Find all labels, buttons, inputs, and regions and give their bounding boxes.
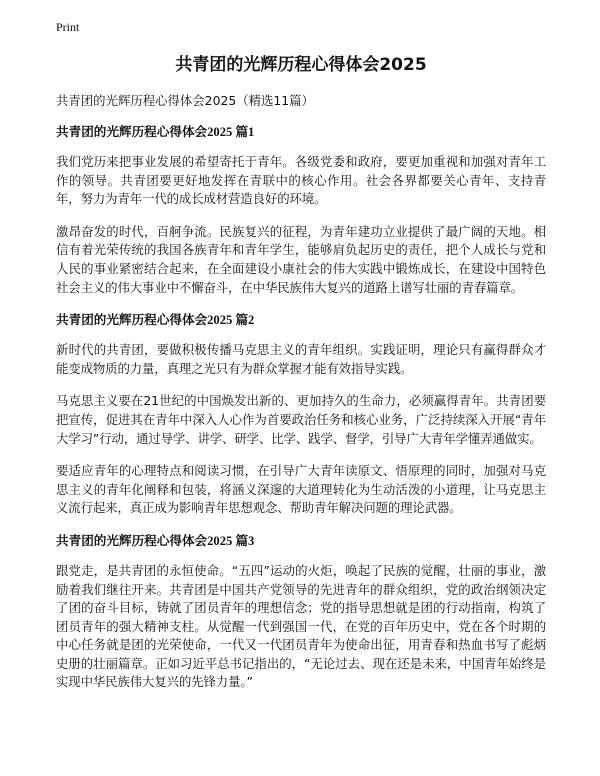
section-heading: 共青团的光辉历程心得体会2025 篇2: [56, 313, 255, 328]
section-heading: 共青团的光辉历程心得体会2025 篇1: [56, 125, 255, 139]
paragraph: 激昂奋发的时代，百舸争流。民族复兴的征程，为青年建功立业提供了最广阔的天地。相信有着光荣传统的我国各族青年和青年学生，能够肩负起历史的责任，把个人成长与党和人民的事业紧密结合起来，在全面建设小康社会的伟大实践中锻炼成长，在建设中国特色社会主义的伟大事业中不懈奋斗，在中华民族伟大复兴的道路上谱写壮丽的青春篇章。: [56, 223, 546, 295]
document-subtitle: 共青团的光辉历程心得体会2025（精选11篇）: [56, 93, 314, 108]
paragraph: 跟党走，是共青团的永恒使命。“五四”运动的火炬，唤起了民族的觉醒，壮丽的事业，激励着我们继往开来。共青团是中国共产党领导的先进青年的群众组织，党的政治纲领决定了团的奋斗目标，铸就了团员青年的理想信念；党的指导思想就是团的行动指南，构筑了团员青年的强大精神支柱。从觉醒一代到强国一代，在党的百年历史中，党在各个时期的中心任务就是团的光荣使命，一代又一代团员青年为使命出征，用青春和热血书写了彪炳史册的壮丽篇章。正如习近平总书记指出的，“无论过去、现在还是未来，中国青年始终是实现中华民族伟大复兴的先锋力量。”: [56, 562, 546, 690]
section-3: [56, 532, 546, 692]
print-link[interactable]: Print: [56, 20, 80, 34]
section-2: [56, 311, 546, 518]
document-title: 共青团的光辉历程心得体会2025: [175, 55, 427, 75]
document: [56, 54, 546, 706]
paragraph: 新时代的共青团，要做积极传播马克思主义的青年组织。实践证明，理论只有赢得群众才能变成物质的力量，真理之光只有为群众掌握才能有效指导实践。: [56, 342, 546, 376]
paragraph: 要适应青年的心理特点和阅读习惯，在引导广大青年读原文、悟原理的同时，加强对马克思主义的青年化阐释和包装，将涵义深邃的大道理转化为生动活泼的小道理，让马克思主义流行起来，真正成为影响青年思想观念、帮助青年解决问题的理论武器。: [56, 463, 546, 516]
section-1: [56, 123, 546, 297]
paragraph: 我们党历来把事业发展的希望寄托于青年。各级党委和政府，要更加重视和加强对青年工作的领导。共青团要更好地发挥在青联中的核心作用。社会各界都要关心青年、支持青年，努力为青年一代的成长成材营造良好的环境。: [56, 154, 546, 207]
paragraph: 马克思主义要在21世纪的中国焕发出新的、更加持久的生命力，必须赢得青年。共青团要把宣传，促进其在青年中深入人心作为首要政治任务和核心业务，广泛持续深入开展“青年大学习”行动，通过导学、讲学、研学、比学、践学、督学，引导广大青年学懂弄通做实。: [56, 393, 546, 446]
section-heading: 共青团的光辉历程心得体会2025 篇3: [56, 533, 255, 548]
